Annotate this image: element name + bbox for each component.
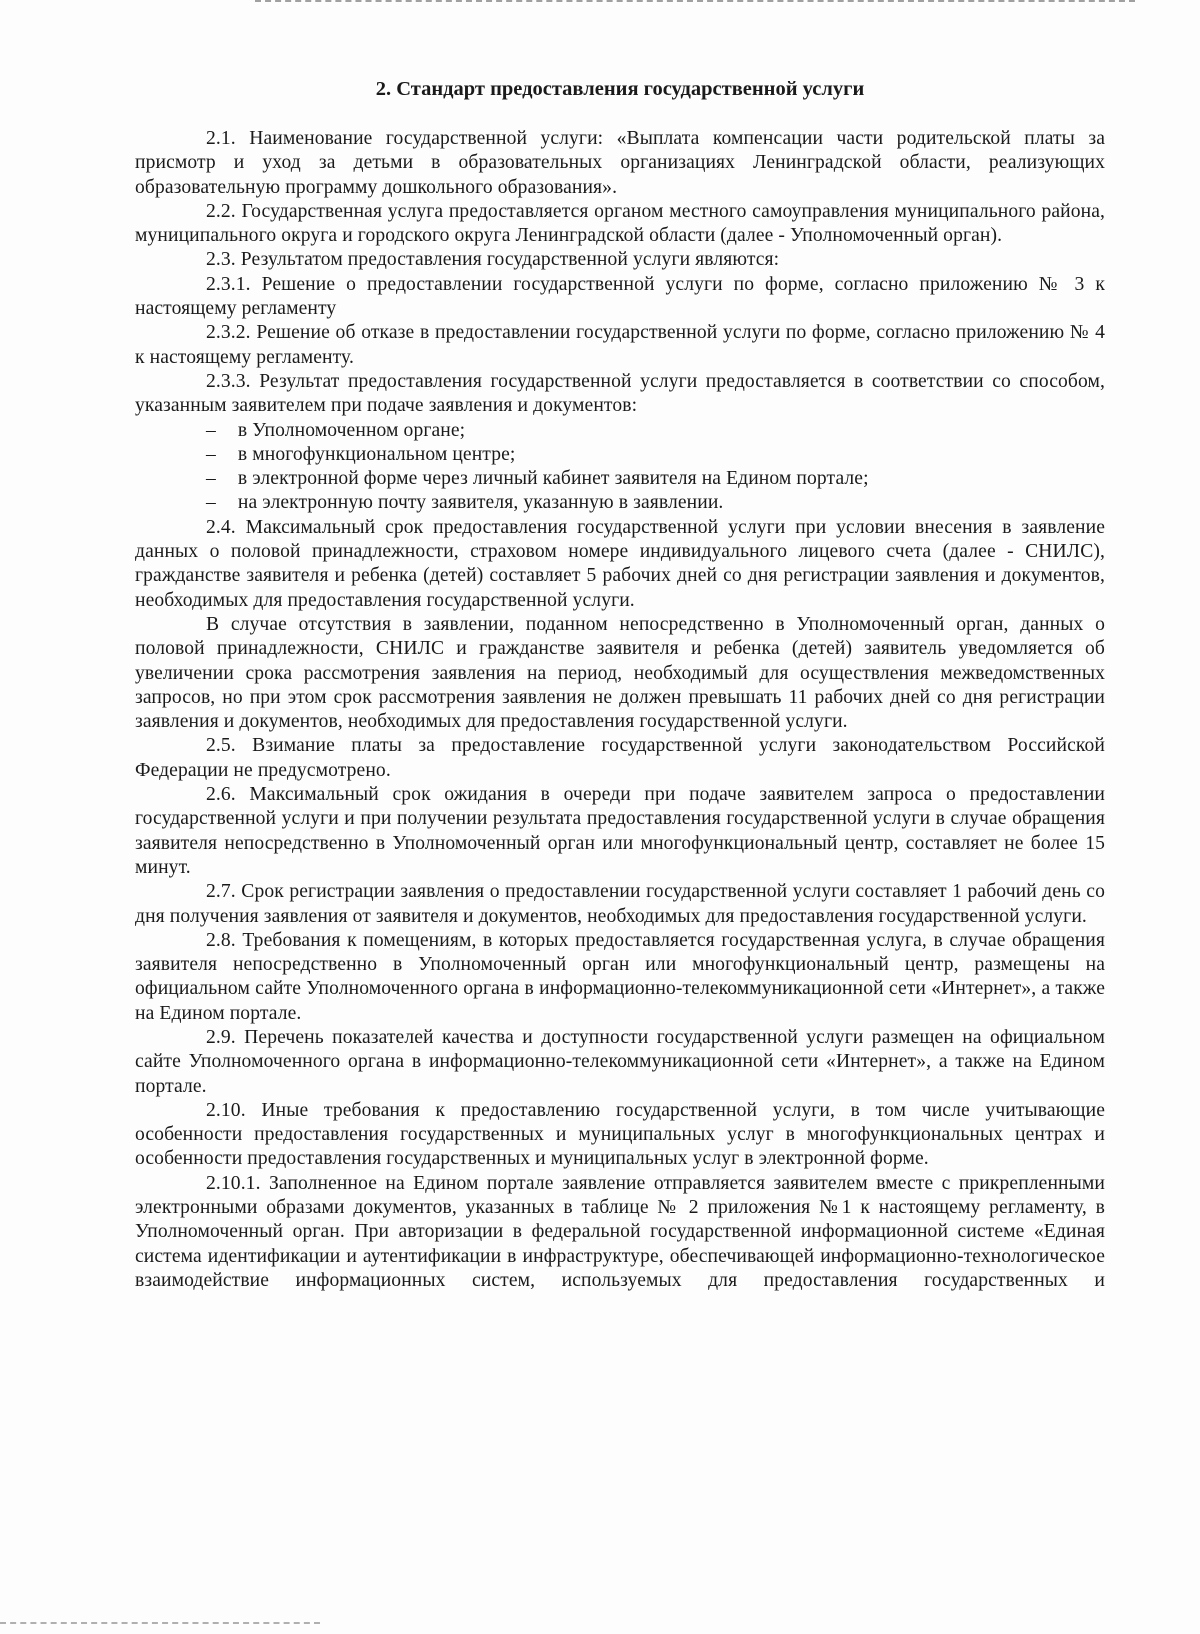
- dash-bullet: –: [206, 419, 216, 441]
- dash-bullet: –: [206, 468, 216, 490]
- list-item-text: в многофункциональном центре;: [237, 443, 516, 465]
- list-item: [135, 443, 1105, 467]
- paragraph-2-3: 2.3. Результатом предоставления государственной услуги являются:: [206, 249, 780, 271]
- paragraph-2-10: 2.10. Иные требования к предоставлению государственной услуги, в том числе учитывающие особенности предоставления государственных и муниципальных услуг в многофункциональных центрах и особенности предоставления государственных и муниципальных услуг в электронной форме.: [135, 1099, 1105, 1170]
- scan-edge-artifact-top: [255, 0, 1135, 8]
- paragraph-2-5: 2.5. Взимание платы за предоставление государственной услуги законодательством Российской Федерации не предусмотрено.: [135, 735, 1105, 781]
- dash-bullet: –: [206, 443, 216, 465]
- list-item-text: на электронную почту заявителя, указанную в заявлении.: [237, 492, 724, 514]
- paragraph-2-4-continuation: В случае отсутствия в заявлении, поданном непосредственно в Уполномоченный орган, данных о половой принадлежности, СНИЛС и гражданстве заявителя и ребенка (детей) заявитель уведомляется об увеличении срока рассмотрения заявления на период, необходимый для осуществления межведомственных запросов, но при этом срок рассмотрения заявления не должен превышать 11 рабочих дней со дня регистрации заявления и документов, необходимых для предоставления государственной услуги.: [135, 613, 1105, 733]
- paragraph-2-2: 2.2. Государственная услуга предоставляется органом местного самоуправления муниципального района, муниципального округа и городского округа Ленинградской области (далее - Уполномоченный орган).: [135, 200, 1105, 247]
- dash-bullet: –: [206, 492, 216, 514]
- paragraph-2-3-1: 2.3.1. Решение о предоставлении государственной услуги по форме, согласно приложению № 3 к настоящему регламенту: [135, 273, 1105, 320]
- paragraph-2-10-1: 2.10.1. Заполненное на Едином портале заявление отправляется заявителем вместе с прикрепленными электронными образами документов, указанных в таблице № 2 приложения №1 к настоящему регламенту, в Уполномоченный орган. При авторизации в федеральной государственной информационной системе «Единая система идентификации и аутентификации в инфраструктуре, обеспечивающей информационно-технологическое взаимодействие информационных систем, используемых для предоставления государственных и: [135, 1172, 1105, 1291]
- paragraph-2-6: 2.6. Максимальный срок ожидания в очереди при подаче заявителем запроса о предоставлении государственной услуги и при получении результата предоставления государственной услуги в случае обращения заявителя непосредственно в Уполномоченный орган или многофункциональный центр, составляет не более 15 минут.: [135, 784, 1105, 878]
- paragraph-2-4: 2.4. Максимальный срок предоставления государственной услуги при условии внесения в заявление данных о половой принадлежности, страховом номере индивидуального лицевого счета (далее - СНИЛС), гражданстве заявителя и ребенка (детей) составляет 5 рабочих дней со дня регистрации заявления и документов, необходимых для предоставления государственной услуги.: [135, 516, 1105, 611]
- paragraph-2-3-2: 2.3.2. Решение об отказе в предоставлении государственной услуги по форме, согласно приложению № 4 к настоящему регламенту.: [135, 322, 1105, 368]
- paragraph-2-3-3: 2.3.3. Результат предоставления государственной услуги предоставляется в соответствии со способом, указанным заявителем при подаче заявления и документов:: [135, 370, 1105, 417]
- list-item: [135, 467, 1105, 491]
- paragraph-2-8: 2.8. Требования к помещениям, в которых предоставляется государственная услуга, в случае обращения заявителя непосредственно в Уполномоченный орган или многофункциональный центр, размещены на официальном сайте Уполномоченного органа в информационно-телекоммуникационной сети «Интернет», а также на Едином портале.: [135, 929, 1105, 1024]
- list-item: [135, 491, 1105, 515]
- list-item-text: в электронной форме через личный кабинет заявителя на Едином портале;: [237, 468, 869, 490]
- paragraph-2-9: 2.9. Перечень показателей качества и доступности государственной услуги размещен на официальном сайте Уполномоченного органа в информационно-телекоммуникационной сети «Интернет», а также на Едином портале.: [135, 1026, 1105, 1097]
- scan-edge-artifact-bottom: [0, 1618, 320, 1624]
- list-item-text: в Уполномоченном органе;: [237, 419, 466, 441]
- list-item: [135, 419, 1105, 443]
- document-body: [135, 127, 1105, 1293]
- paragraph-2-1: 2.1. Наименование государственной услуги: «Выплата компенсации части родительской платы за присмотр и уход за детьми в образовательных организациях Ленинградской области, реализующих образовательную программу дошкольного образования».: [135, 128, 1105, 198]
- section-heading: 2. Стандарт предоставления государственной услуги: [375, 78, 865, 100]
- paragraph-2-7: 2.7. Срок регистрации заявления о предоставлении государственной услуги составляет 1 рабочий день со дня получения заявления от заявителя и документов, необходимых для предоставления государственной услуги.: [135, 881, 1105, 927]
